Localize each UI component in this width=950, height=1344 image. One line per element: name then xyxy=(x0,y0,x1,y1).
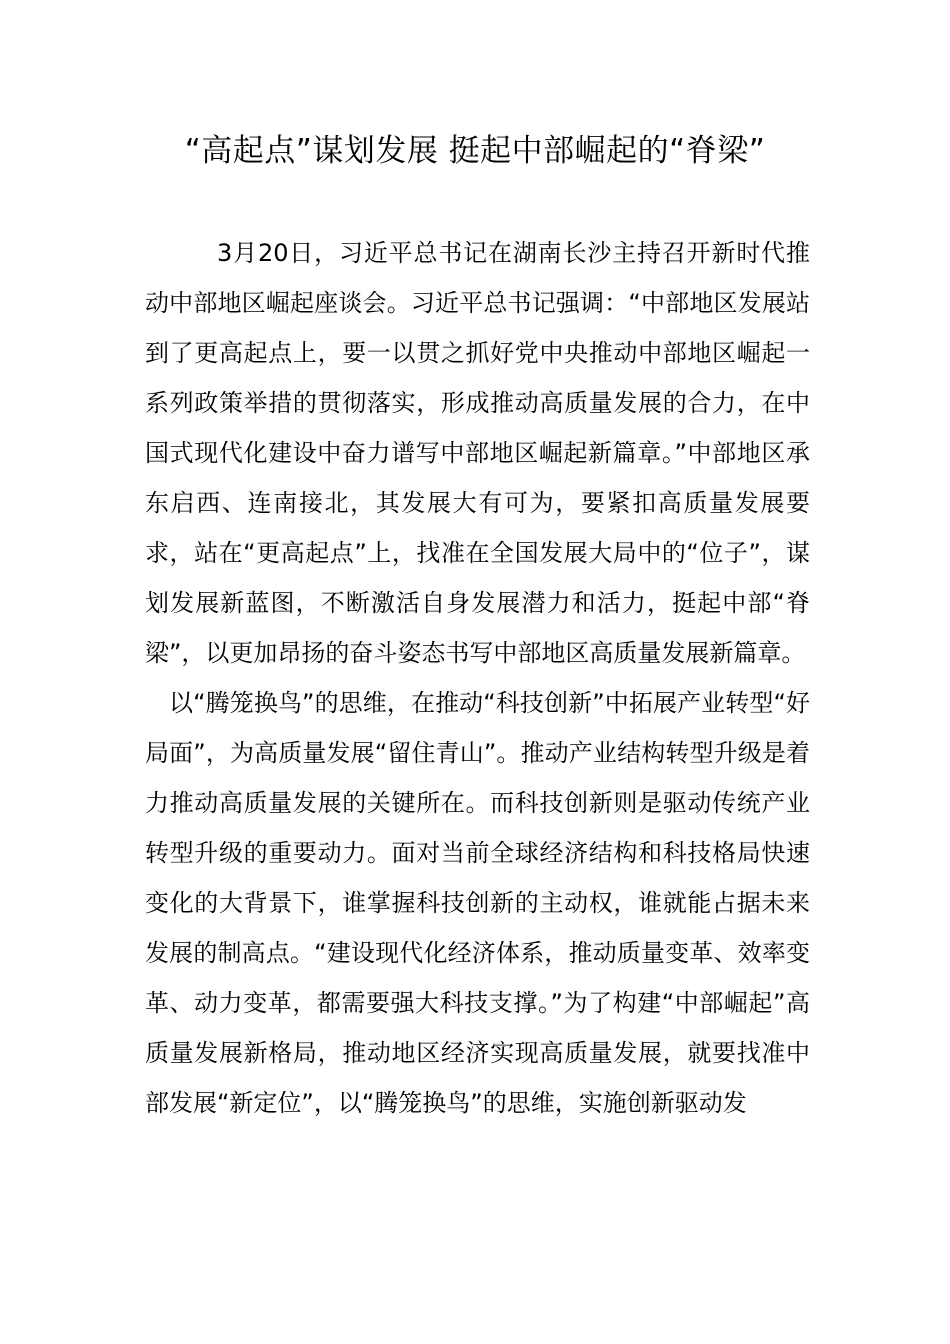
document-body xyxy=(145,228,810,1128)
paragraph-1: 3月20日，习近平总书记在湖南长沙主持召开新时代推动中部地区崛起座谈会。习近平总书记强调：“中部地区发展站到了更高起点上，要一以贯之抓好党中央推动中部地区崛起一系列政策举措的贯彻落实，形成推动高质量发展的合力，在中国式现代化建设中奋力谱写中部地区崛起新篇章。”中部地区承东启西、连南接北，其发展大有可为，要紧扣高质量发展要求，站在“更高起点”上，找准在全国发展大局中的“位子”，谋划发展新蓝图，不断激活自身发展潜力和活力，挺起中部“脊梁”，以更加昂扬的奋斗姿态书写中部地区高质量发展新篇章。 xyxy=(145,239,810,667)
document-title: “高起点”谋划发展 挺起中部崛起的“脊梁” xyxy=(184,133,766,169)
paragraph-2: 以“腾笼换鸟”的思维，在推动“科技创新”中拓展产业转型“好局面”，为高质量发展“留住青山”。推动产业结构转型升级是着力推动高质量发展的关键所在。而科技创新则是驱动传统产业转型升级的重要动力。面对当前全球经济结构和科技格局快速变化的大背景下，谁掌握科技创新的主动权，谁就能占据未来发展的制高点。“建设现代化经济体系，推动质量变革、效率变革、动力变革，都需要强大科技支撑。”为了构建“中部崛起”高质量发展新格局，推动地区经济实现高质量发展，就要找准中部发展“新定位”，以“腾笼换鸟”的思维，实施创新驱动发 xyxy=(145,689,810,1117)
